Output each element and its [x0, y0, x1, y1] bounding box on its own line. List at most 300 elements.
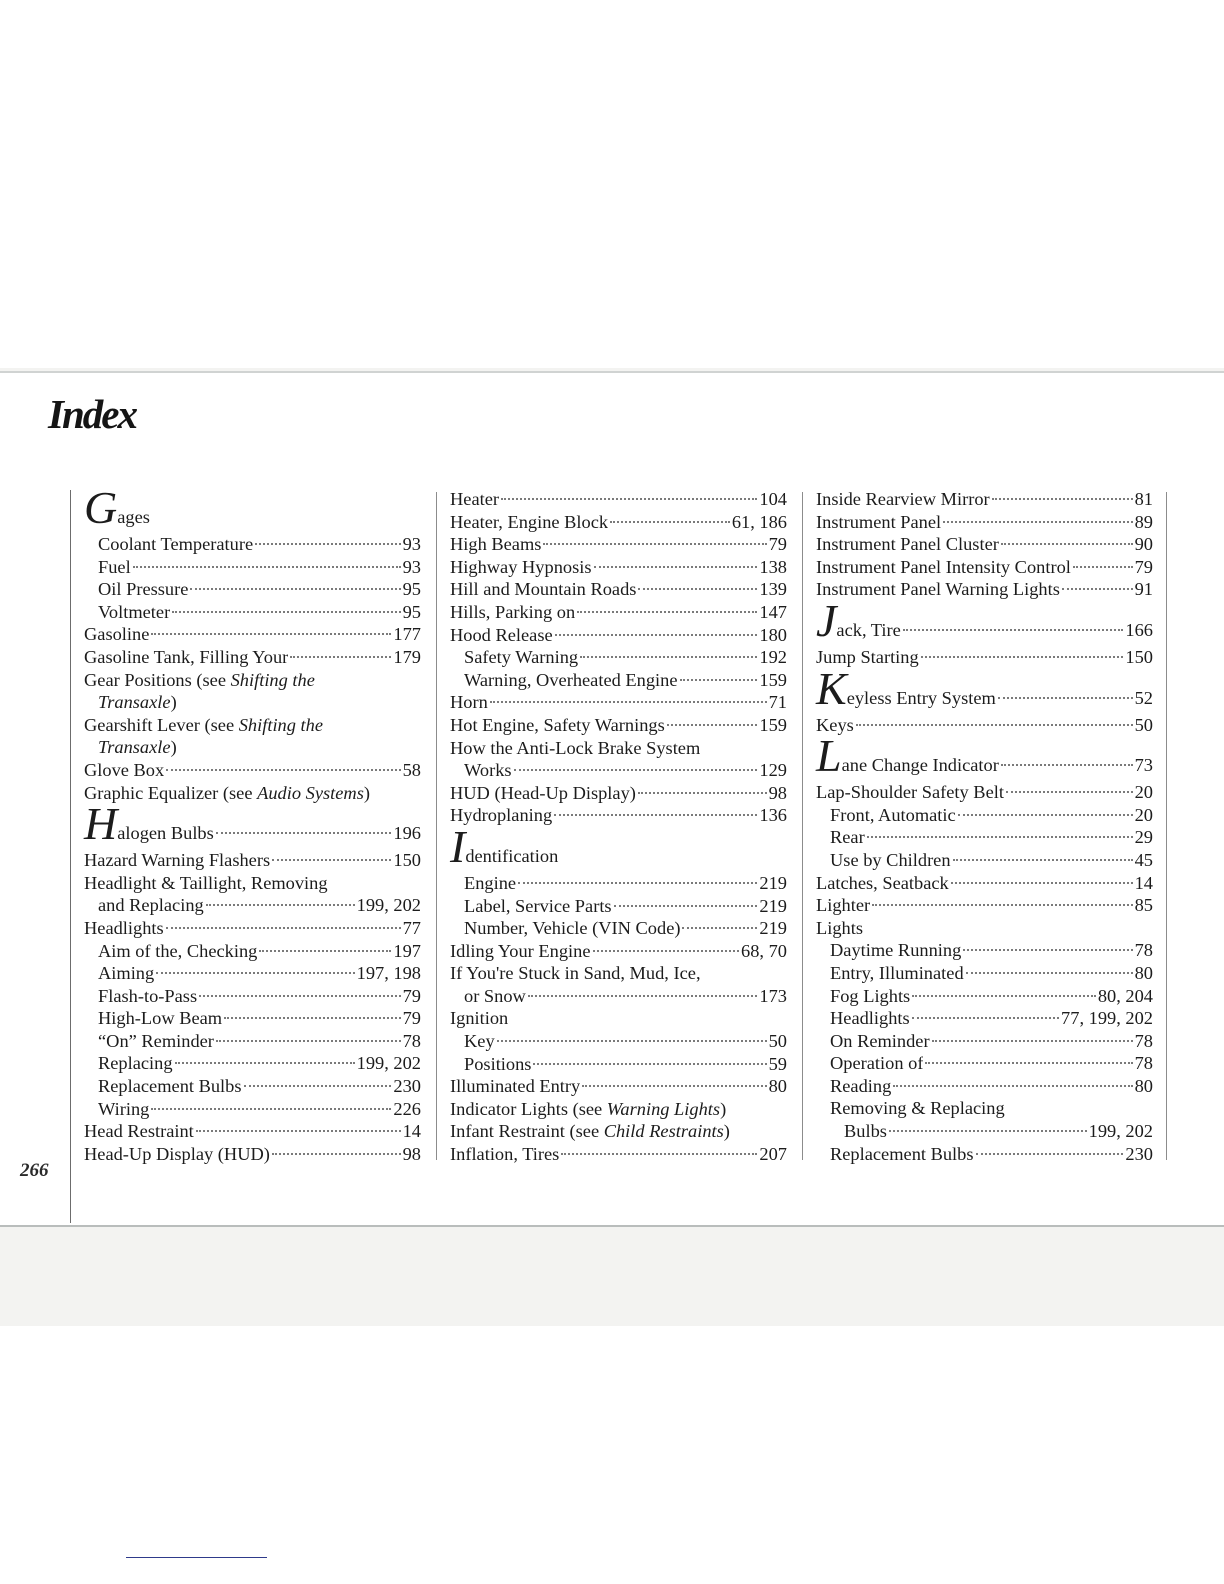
index-entry: [84, 940, 421, 963]
index-entry: [84, 623, 421, 646]
index-entry: [450, 691, 787, 714]
entry-page: 80: [768, 1076, 787, 1097]
entry-label: Replacing: [98, 1053, 173, 1074]
letter-heading-i: [450, 820, 787, 872]
index-entry: [450, 488, 787, 511]
entry-page: 81: [1134, 489, 1153, 509]
leader-dots: [1073, 566, 1133, 568]
entry-page: 139: [759, 579, 787, 600]
index-entry: [84, 962, 421, 985]
entry-close: ): [170, 692, 177, 713]
leader-dots: [614, 905, 758, 907]
entry-see-reference: Shifting the: [230, 669, 315, 690]
index-entry: [816, 781, 1153, 804]
left-margin-rule: [70, 490, 71, 1223]
letter-heading-j: [816, 594, 1153, 646]
entry-page: 199, 202: [356, 1053, 421, 1074]
index-entry: [816, 1052, 1153, 1075]
entry-label: Hill and Mountain Roads: [450, 579, 637, 600]
entry-page: 197: [393, 940, 421, 961]
leader-dots: [166, 927, 401, 929]
page-number: 266: [20, 1160, 49, 1181]
entry-page: 230: [1125, 1143, 1153, 1164]
entry-close: ): [720, 1098, 727, 1119]
entry-label-group: [84, 669, 315, 692]
entry-page: 73: [1134, 755, 1153, 776]
entry-page: 79: [768, 534, 787, 555]
entry-label: Headlight & Taillight, Removing: [84, 872, 328, 893]
entry-page: 177: [393, 624, 421, 645]
leader-dots: [682, 927, 757, 929]
index-entry: [816, 1097, 1153, 1120]
index-entry: [450, 1098, 787, 1121]
entry-label: Inflation, Tires: [450, 1144, 560, 1165]
leader-dots: [953, 859, 1133, 861]
index-entry: [816, 894, 1153, 917]
drop-letter: J: [816, 594, 837, 646]
letter-heading-g: [84, 482, 421, 533]
leader-dots: [190, 588, 400, 590]
index-column-2: [450, 488, 787, 1166]
entry-page: 95: [402, 601, 421, 622]
index-column-1: [84, 482, 421, 1165]
entry-label: Reading: [830, 1075, 892, 1096]
index-entry: [84, 1030, 421, 1053]
leader-dots: [528, 995, 758, 997]
index-entry: [816, 1120, 1153, 1143]
entry-label: Hydroplaning: [450, 805, 553, 826]
index-entry: [450, 917, 787, 940]
leader-dots: [912, 1017, 1059, 1019]
leader-dots: [998, 697, 1133, 699]
entry-page: 173: [759, 985, 787, 1006]
index-entry: [84, 1075, 421, 1098]
index-entry: [816, 1143, 1153, 1166]
entry-page: 90: [1134, 534, 1153, 555]
entry-page: 197, 198: [356, 963, 421, 984]
index-entry: [816, 511, 1153, 534]
index-entry: [816, 488, 1153, 511]
entry-label: Number, Vehicle (VIN Code): [464, 918, 681, 939]
leader-dots: [199, 995, 400, 997]
entry-label: Jump Starting: [816, 646, 919, 667]
index-entry: [84, 691, 421, 714]
entry-see-reference: Shifting the: [238, 714, 324, 735]
leader-dots: [290, 656, 391, 658]
index-entry: [450, 804, 787, 827]
entry-page: 68, 70: [741, 940, 787, 961]
entry-label: Gearshift Lever (see: [84, 714, 239, 735]
entry-label: Lap-Shoulder Safety Belt: [816, 782, 1004, 803]
entry-close: ): [363, 782, 370, 803]
entry-label: Hazard Warning Flashers: [84, 850, 271, 871]
leader-dots: [259, 950, 391, 952]
entry-page: 50: [768, 1031, 787, 1052]
leader-dots: [610, 521, 730, 523]
entry-label: Fog Lights: [830, 985, 911, 1006]
entry-label: Hot Engine, Safety Warnings: [450, 714, 665, 735]
index-entry: [450, 624, 787, 647]
index-column-3: [816, 488, 1153, 1165]
entry-label-group: [98, 691, 177, 714]
entry-label: Graphic Equalizer (see: [84, 782, 258, 803]
leader-dots: [943, 521, 1132, 523]
entry-label: Warning, Overheated Engine: [464, 669, 678, 690]
entry-label: Replacement Bulbs: [830, 1143, 974, 1164]
entry-label: Latches, Seatback: [816, 872, 949, 893]
entry-page: 78: [1134, 1030, 1153, 1051]
leader-dots: [593, 950, 740, 952]
leader-dots: [856, 724, 1133, 726]
entry-label: High-Low Beam: [98, 1008, 223, 1029]
entry-label: Use by Children: [830, 849, 951, 870]
entry-label: Label, Service Parts: [464, 895, 612, 916]
leader-dots: [1006, 791, 1133, 793]
entry-label: Head-Up Display (HUD): [84, 1143, 270, 1164]
entry-page: 192: [759, 647, 787, 668]
entry-page: 226: [393, 1098, 421, 1119]
entry-label: Highway Hypnosis: [450, 556, 592, 577]
entry-page: 78: [402, 1030, 421, 1051]
entry-label: Instrument Panel: [816, 511, 942, 532]
index-entry: [450, 962, 787, 985]
entry-page: 20: [1134, 804, 1153, 825]
leader-dots: [963, 949, 1132, 951]
entry-label: Gasoline: [84, 624, 150, 645]
index-entry: [450, 511, 787, 534]
leader-dots: [921, 656, 1124, 658]
entry-label: Safety Warning: [464, 647, 579, 668]
index-entry: [450, 1030, 787, 1053]
entry-label: Keys: [816, 714, 854, 735]
index-entry: [84, 917, 421, 940]
entry-label: Head Restraint: [84, 1121, 194, 1142]
entry-page: 45: [1134, 849, 1153, 870]
entry-see-reference: Audio Systems: [257, 782, 364, 803]
index-entry: [84, 533, 421, 556]
leader-dots: [966, 972, 1133, 974]
entry-page: 207: [759, 1144, 787, 1165]
letter-heading-l: [816, 730, 1153, 782]
leader-dots: [889, 1130, 1087, 1132]
index-entry: [84, 782, 421, 805]
index-entry: [816, 533, 1153, 556]
leader-dots: [272, 1153, 401, 1155]
index-entry: [84, 714, 421, 737]
index-entry: [450, 578, 787, 601]
index-entry: [450, 782, 787, 805]
entry-page: 89: [1134, 511, 1153, 532]
leader-dots: [518, 882, 757, 884]
entry-page: 219: [759, 895, 787, 916]
index-entry: [816, 849, 1153, 872]
drop-letter: L: [816, 730, 842, 782]
entry-label: Aim of the, Checking: [98, 940, 258, 961]
entry-label-group: [450, 1120, 730, 1143]
leader-dots: [912, 995, 1096, 997]
index-entry: [84, 759, 421, 782]
index-entry: [84, 1052, 421, 1075]
leader-dots: [561, 1153, 757, 1155]
entry-page: 29: [1134, 827, 1153, 848]
index-entry: [816, 578, 1153, 601]
leader-dots: [501, 498, 757, 500]
index-entry: [450, 872, 787, 895]
leader-dots: [893, 1085, 1132, 1087]
entry-page: 95: [402, 579, 421, 600]
leader-dots: [976, 1153, 1124, 1155]
leader-dots: [133, 566, 401, 568]
index-entry: [450, 737, 787, 760]
leader-dots: [224, 1017, 400, 1019]
index-entry: [816, 1007, 1153, 1030]
entry-label: Front, Automatic: [830, 804, 956, 825]
index-entry: [816, 556, 1153, 579]
entry-page: 77, 199, 202: [1061, 1008, 1153, 1029]
entry-label: Ignition: [450, 1008, 509, 1029]
leader-dots: [958, 814, 1133, 816]
entry-label: Coolant Temperature: [98, 534, 254, 554]
index-entry: [816, 872, 1153, 895]
leader-dots: [667, 724, 758, 726]
drop-letter: H: [84, 798, 118, 850]
index-entry: [450, 940, 787, 963]
drop-letter: K: [816, 662, 847, 714]
leader-dots: [638, 588, 757, 590]
leader-dots: [533, 1063, 766, 1065]
leader-dots: [951, 882, 1133, 884]
entry-label: Rear: [830, 827, 865, 848]
index-entry: [450, 601, 787, 624]
entry-label: Gasoline Tank, Filling Your: [84, 646, 289, 667]
leader-dots: [272, 859, 391, 861]
leader-dots: [166, 769, 400, 771]
drop-letter: I: [450, 820, 466, 872]
leader-dots: [1062, 588, 1133, 590]
index-entry: [450, 669, 787, 692]
entry-label: Heater, Engine Block: [450, 511, 609, 532]
leader-dots: [638, 792, 767, 794]
index-entry: [816, 1030, 1153, 1053]
entry-label: Indicator Lights (see: [450, 1098, 607, 1119]
entry-see-reference: Warning Lights: [606, 1098, 721, 1119]
entry-label: eyless Entry System: [846, 687, 996, 708]
leader-dots: [497, 1040, 767, 1042]
leader-dots: [244, 1085, 392, 1087]
index-entry: [84, 1098, 421, 1121]
entry-label: Key: [464, 1031, 495, 1052]
index-entry: [84, 556, 421, 579]
leader-dots: [196, 1130, 401, 1132]
index-entry: [84, 1120, 421, 1143]
index-entry: [450, 895, 787, 918]
entry-page: 104: [759, 489, 787, 509]
entry-label: Works: [464, 760, 512, 781]
entry-page: 59: [768, 1053, 787, 1074]
entry-label: Heater: [450, 489, 500, 509]
index-entry: [84, 985, 421, 1008]
entry-label: Horn: [450, 692, 488, 713]
entry-page: 93: [402, 534, 421, 554]
column-divider: [436, 492, 437, 1160]
entry-page: 50: [1134, 714, 1153, 735]
entry-label: Voltmeter: [98, 601, 171, 622]
column-divider: [1166, 492, 1167, 1160]
entry-page: 136: [759, 805, 787, 826]
leader-dots: [543, 543, 766, 545]
entry-label: Instrument Panel Cluster: [816, 534, 999, 555]
index-entry: [816, 917, 1153, 940]
entry-page: 98: [768, 782, 787, 803]
index-entry: [84, 646, 421, 669]
index-entry: [450, 759, 787, 782]
index-entry: [450, 556, 787, 579]
entry-label: Oil Pressure: [98, 579, 189, 600]
entry-label-group: [84, 782, 370, 805]
entry-label: Gear Positions (see: [84, 669, 231, 690]
leader-dots: [577, 611, 757, 613]
entry-page: 20: [1134, 782, 1153, 803]
index-entry: [816, 962, 1153, 985]
leader-dots: [867, 836, 1133, 838]
entry-label-group: [98, 736, 177, 759]
entry-label: Flash-to-Pass: [98, 985, 198, 1006]
entry-see-reference: Transaxle: [98, 737, 171, 758]
entry-page: 80: [1134, 1075, 1153, 1096]
entry-label: ages: [117, 507, 150, 527]
footer-rule: [126, 1557, 267, 1558]
entry-label: Removing & Replacing: [830, 1098, 1005, 1119]
entry-page: 61, 186: [731, 511, 787, 532]
leader-dots: [175, 1062, 355, 1064]
leader-dots: [216, 832, 392, 834]
entry-label: “On” Reminder: [98, 1030, 214, 1051]
leader-dots: [680, 679, 758, 681]
leader-dots: [1001, 764, 1133, 766]
entry-page: 219: [759, 918, 787, 939]
entry-page: 230: [393, 1076, 421, 1097]
letter-heading-k: [816, 662, 1153, 714]
leader-dots: [992, 498, 1133, 500]
entry-page: 52: [1134, 687, 1153, 708]
entry-label: Daytime Running: [830, 940, 962, 961]
entry-label: Idling Your Engine: [450, 940, 591, 961]
index-entry: [816, 714, 1153, 737]
entry-label-group: [84, 714, 323, 737]
entry-label: Replacement Bulbs: [98, 1076, 242, 1097]
entry-page: 77: [402, 917, 421, 938]
leader-dots: [872, 904, 1132, 906]
leader-dots: [490, 701, 767, 703]
entry-page: 159: [759, 714, 787, 735]
entry-label: Instrument Panel Intensity Control: [816, 556, 1071, 577]
index-entry: [816, 1075, 1153, 1098]
entry-label: dentification: [465, 845, 559, 866]
entry-label: Hood Release: [450, 624, 553, 645]
entry-label: Bulbs: [844, 1121, 887, 1142]
index-entry: [84, 601, 421, 624]
entry-label: High Beams: [450, 534, 542, 555]
leader-dots: [554, 814, 757, 816]
entry-label: Inside Rearview Mirror: [816, 489, 990, 509]
entry-page: 199, 202: [1088, 1121, 1153, 1142]
entry-label: Lighter: [816, 895, 871, 916]
index-entry: [84, 578, 421, 601]
leader-dots: [172, 611, 400, 613]
entry-page: 166: [1125, 619, 1153, 640]
drop-letter: G: [84, 482, 118, 533]
index-entry: [450, 985, 787, 1008]
index-entry: [84, 872, 421, 895]
entry-page: 150: [1125, 646, 1153, 667]
index-entry: [450, 1075, 787, 1098]
entry-label: ack, Tire: [836, 619, 901, 640]
leader-dots: [582, 1085, 766, 1087]
entry-label: How the Anti-Lock Brake System: [450, 737, 701, 758]
entry-label: ane Change Indicator: [841, 755, 999, 776]
entry-page: 79: [402, 985, 421, 1006]
leader-dots: [151, 1108, 391, 1110]
leader-dots: [1001, 543, 1133, 545]
entry-see-reference: Child Restraints: [603, 1121, 724, 1142]
index-entry: [450, 1007, 787, 1030]
entry-page: 14: [402, 1121, 421, 1142]
index-entry: [816, 985, 1153, 1008]
leader-dots: [580, 656, 757, 658]
entry-page: 219: [759, 872, 787, 893]
entry-label-group: [450, 1098, 726, 1121]
entry-page: 150: [393, 850, 421, 871]
leader-dots: [514, 769, 758, 771]
index-entry: [84, 1143, 421, 1166]
index-entry: [450, 714, 787, 737]
index-entry: [450, 1143, 787, 1166]
index-entry: [84, 669, 421, 692]
entry-label: alogen Bulbs: [117, 823, 214, 844]
index-entry: [84, 736, 421, 759]
leader-dots: [216, 1040, 401, 1042]
leader-dots: [151, 633, 391, 635]
entry-label: Wiring: [98, 1098, 150, 1119]
entry-label: Engine: [464, 872, 517, 893]
leader-dots: [932, 1040, 1133, 1042]
entry-label: HUD (Head-Up Display): [450, 782, 636, 803]
leader-dots: [903, 629, 1124, 631]
index-entry: [816, 646, 1153, 669]
entry-page: 196: [393, 823, 421, 844]
leader-dots: [555, 634, 758, 636]
index-entry: [84, 894, 421, 917]
entry-page: 199, 202: [356, 895, 421, 916]
entry-page: 79: [1134, 556, 1153, 577]
leader-dots: [255, 543, 400, 545]
entry-label: If You're Stuck in Sand, Mud, Ice,: [450, 963, 701, 984]
entry-page: 147: [759, 601, 787, 622]
entry-page: 159: [759, 669, 787, 690]
entry-page: 80: [1134, 962, 1153, 983]
entry-label: Illuminated Entry: [450, 1076, 581, 1097]
entry-page: 138: [759, 556, 787, 577]
entry-label: Aiming: [98, 963, 155, 984]
entry-page: 180: [759, 624, 787, 645]
page-title: Index: [48, 391, 136, 437]
index-entry: [84, 1007, 421, 1030]
entry-label: Fuel: [98, 556, 131, 577]
entry-label: and Replacing: [98, 895, 204, 916]
entry-label: Headlights: [84, 917, 164, 938]
entry-label: Infant Restraint (see: [450, 1121, 604, 1142]
entry-page: 78: [1134, 1053, 1153, 1074]
